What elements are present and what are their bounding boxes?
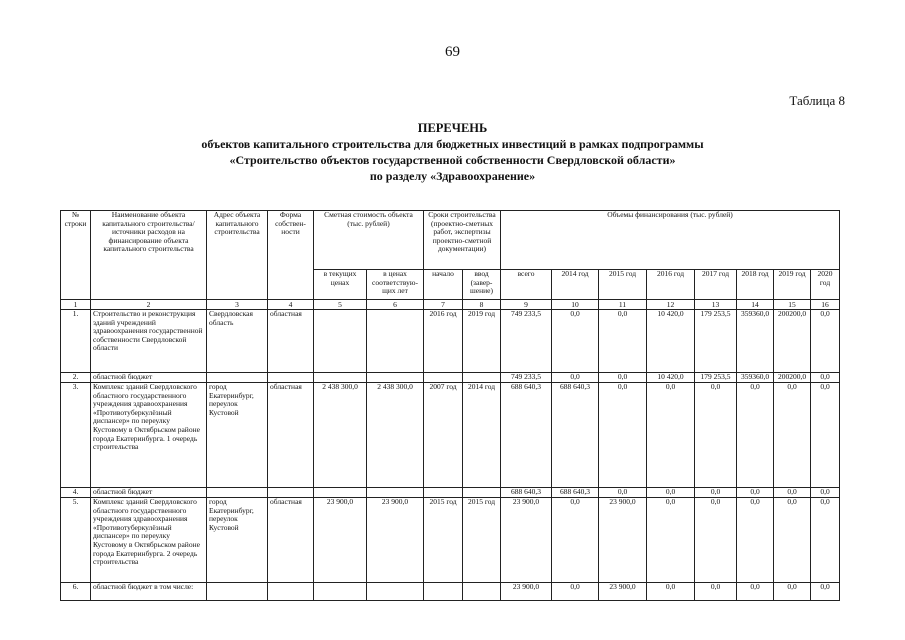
cell-start <box>424 583 463 601</box>
cell-start <box>424 373 463 383</box>
column-number: 11 <box>599 300 647 310</box>
column-number: 7 <box>424 300 463 310</box>
column-number: 10 <box>552 300 599 310</box>
cell-row-no: 4. <box>61 488 91 498</box>
cell-2019: 200200,0 <box>774 373 811 383</box>
table-row <box>61 488 840 498</box>
header-row-no: № строки <box>61 211 91 300</box>
cell-total: 23 900,0 <box>501 583 552 601</box>
table-row <box>61 383 840 488</box>
cell-2018: 0,0 <box>737 583 774 601</box>
column-number: 9 <box>501 300 552 310</box>
cell-ownership: областная <box>268 498 314 583</box>
cell-row-no: 2. <box>61 373 91 383</box>
table-label: Таблица 8 <box>789 93 845 108</box>
cell-2019: 0,0 <box>774 383 811 488</box>
header-row-1 <box>61 211 840 270</box>
cell-est-years <box>367 373 424 383</box>
cell-row-no: 3. <box>61 383 91 488</box>
header-estimate: Сметная стоимость объекта (тыс. рублей) <box>314 211 424 270</box>
cell-name: Комплекс зданий Свердловского областного государственного учреждения здравоохранения «Противотуберкулёзный диспансер» по переулку Кустовому в Октябрьском районе города Екатеринбурга. 2 очередь строительства <box>91 498 207 583</box>
cell-2018: 0,0 <box>737 488 774 498</box>
capital-construction-table <box>60 210 840 601</box>
cell-row-no: 1. <box>61 310 91 373</box>
cell-2015: 0,0 <box>599 310 647 373</box>
header-terms-start: начало <box>424 270 463 300</box>
cell-2015: 0,0 <box>599 488 647 498</box>
header-2016: 2016 год <box>647 270 695 300</box>
cell-end: 2014 год <box>463 383 501 488</box>
cell-2016: 0,0 <box>647 583 695 601</box>
cell-2016: 10 420,0 <box>647 373 695 383</box>
cell-address <box>207 583 268 601</box>
cell-2018: 359360,0 <box>737 373 774 383</box>
column-number: 3 <box>207 300 268 310</box>
cell-ownership: областная <box>268 310 314 373</box>
cell-2018: 0,0 <box>737 498 774 583</box>
cell-2016: 0,0 <box>647 488 695 498</box>
cell-2015: 23 900,0 <box>599 583 647 601</box>
cell-ownership: областная <box>268 383 314 488</box>
heading-line-1: объектов капитального строительства для бюджетных инвестиций в рамках подпрограммы <box>201 137 704 151</box>
cell-2016: 0,0 <box>647 383 695 488</box>
cell-est-years <box>367 488 424 498</box>
cell-row-no: 6. <box>61 583 91 601</box>
cell-2015: 23 900,0 <box>599 498 647 583</box>
cell-address: город Екатеринбург, переулок Кустовой <box>207 383 268 488</box>
cell-est-current <box>314 310 367 373</box>
cell-2015: 0,0 <box>599 373 647 383</box>
cell-2020: 0,0 <box>811 383 840 488</box>
cell-2017: 179 253,5 <box>695 373 737 383</box>
cell-2017: 0,0 <box>695 383 737 488</box>
cell-end <box>463 373 501 383</box>
cell-ownership <box>268 373 314 383</box>
column-number: 5 <box>314 300 367 310</box>
cell-2020: 0,0 <box>811 488 840 498</box>
cell-est-years: 2 438 300,0 <box>367 383 424 488</box>
cell-est-current: 2 438 300,0 <box>314 383 367 488</box>
cell-address <box>207 373 268 383</box>
cell-start: 2015 год <box>424 498 463 583</box>
column-number: 1 <box>61 300 91 310</box>
cell-name: областной бюджет <box>91 488 207 498</box>
cell-total: 688 640,3 <box>501 488 552 498</box>
table-row <box>61 373 840 383</box>
column-number: 12 <box>647 300 695 310</box>
document-heading <box>0 120 905 184</box>
header-2014: 2014 год <box>552 270 599 300</box>
cell-total: 688 640,3 <box>501 383 552 488</box>
cell-est-current: 23 900,0 <box>314 498 367 583</box>
cell-start <box>424 488 463 498</box>
cell-name: областной бюджет в том числе: <box>91 583 207 601</box>
cell-2014: 0,0 <box>552 373 599 383</box>
cell-ownership <box>268 488 314 498</box>
cell-2017: 0,0 <box>695 583 737 601</box>
page-number: 69 <box>445 44 460 60</box>
cell-2020: 0,0 <box>811 310 840 373</box>
column-number: 4 <box>268 300 314 310</box>
cell-2014: 0,0 <box>552 310 599 373</box>
heading-line-2: «Строительство объектов государственной собственности Свердловской области» <box>229 153 676 167</box>
heading-title: ПЕРЕЧЕНЬ <box>417 121 488 135</box>
column-number: 15 <box>774 300 811 310</box>
cell-est-current <box>314 488 367 498</box>
column-number: 13 <box>695 300 737 310</box>
header-2019: 2019 год <box>774 270 811 300</box>
cell-2016: 0,0 <box>647 498 695 583</box>
cell-est-years <box>367 583 424 601</box>
table-row <box>61 583 840 601</box>
cell-est-years: 23 900,0 <box>367 498 424 583</box>
header-estimate-years: в ценах соответствую-щих лет <box>367 270 424 300</box>
cell-est-current <box>314 373 367 383</box>
header-name: Наименование объекта капитального строительства/ источники расходов на финансирование объекта капитального строительства <box>91 211 207 300</box>
header-2018: 2018 год <box>737 270 774 300</box>
header-ownership: Форма собствен-ности <box>268 211 314 300</box>
cell-total: 749 233,5 <box>501 310 552 373</box>
cell-start: 2007 год <box>424 383 463 488</box>
cell-2019: 0,0 <box>774 583 811 601</box>
cell-est-years <box>367 310 424 373</box>
cell-end: 2015 год <box>463 498 501 583</box>
cell-address <box>207 488 268 498</box>
cell-2017: 179 253,5 <box>695 310 737 373</box>
cell-start: 2016 год <box>424 310 463 373</box>
header-estimate-current: в текущих ценах <box>314 270 367 300</box>
heading-line-3: по разделу «Здравоохранение» <box>369 169 536 183</box>
column-number-row <box>61 300 840 310</box>
cell-name: областной бюджет <box>91 373 207 383</box>
header-terms-end: ввод (завер-шение) <box>463 270 501 300</box>
cell-2014: 688 640,3 <box>552 383 599 488</box>
cell-2015: 0,0 <box>599 383 647 488</box>
cell-address: Свердловская область <box>207 310 268 373</box>
header-2015: 2015 год <box>599 270 647 300</box>
cell-2017: 0,0 <box>695 498 737 583</box>
cell-2014: 0,0 <box>552 583 599 601</box>
cell-2018: 359360,0 <box>737 310 774 373</box>
cell-2020: 0,0 <box>811 583 840 601</box>
cell-2017: 0,0 <box>695 488 737 498</box>
column-number: 6 <box>367 300 424 310</box>
cell-2014: 0,0 <box>552 498 599 583</box>
cell-2019: 0,0 <box>774 498 811 583</box>
header-2017: 2017 год <box>695 270 737 300</box>
cell-address: город Екатеринбург, переулок Кустовой <box>207 498 268 583</box>
header-address: Адрес объекта капитального строительства <box>207 211 268 300</box>
header-financing: Объемы финансирования (тыс. рублей) <box>501 211 840 270</box>
cell-2016: 10 420,0 <box>647 310 695 373</box>
cell-end <box>463 488 501 498</box>
cell-2019: 200200,0 <box>774 310 811 373</box>
cell-2018: 0,0 <box>737 383 774 488</box>
cell-est-current <box>314 583 367 601</box>
table-row <box>61 498 840 583</box>
column-number: 14 <box>737 300 774 310</box>
column-number: 16 <box>811 300 840 310</box>
table-row <box>61 310 840 373</box>
header-fin-total: всего <box>501 270 552 300</box>
cell-total: 749 233,5 <box>501 373 552 383</box>
header-2020: 2020 год <box>811 270 840 300</box>
cell-name: Комплекс зданий Свердловского областного государственного учреждения здравоохранения «Противотуберкулёзный диспансер» по переулку Кустовому в Октябрьском районе города Екатеринбурга. 1 очередь строительства <box>91 383 207 488</box>
cell-ownership <box>268 583 314 601</box>
cell-total: 23 900,0 <box>501 498 552 583</box>
cell-2019: 0,0 <box>774 488 811 498</box>
column-number: 2 <box>91 300 207 310</box>
cell-row-no: 5. <box>61 498 91 583</box>
cell-end: 2019 год <box>463 310 501 373</box>
cell-name: Строительство и реконструкция зданий учреждений здравоохранения государственной собственности Свердловской области <box>91 310 207 373</box>
column-number: 8 <box>463 300 501 310</box>
cell-2020: 0,0 <box>811 498 840 583</box>
cell-2014: 688 640,3 <box>552 488 599 498</box>
header-terms: Сроки строительства (проектно-сметных работ, экспертизы проектно-сметной документации) <box>424 211 501 270</box>
cell-2020: 0,0 <box>811 373 840 383</box>
cell-end <box>463 583 501 601</box>
